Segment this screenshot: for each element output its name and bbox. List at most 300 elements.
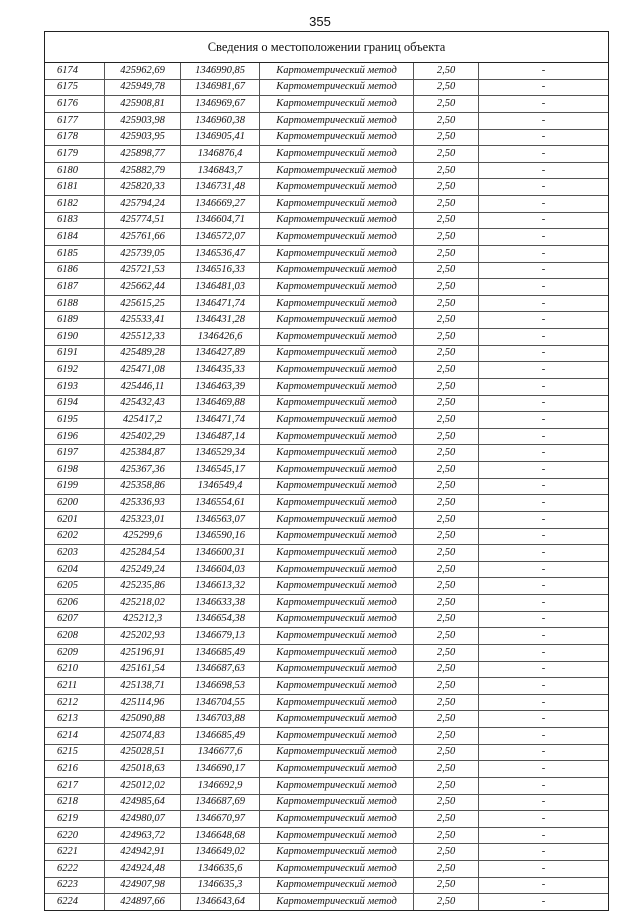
- coordinates-table-body: [45, 63, 608, 910]
- note-cell: -: [479, 179, 609, 196]
- y-coordinate-cell: 1346969,67: [181, 96, 260, 113]
- x-coordinate-cell: 425018,63: [105, 761, 181, 778]
- accuracy-cell: 2,50: [414, 578, 479, 595]
- accuracy-cell: 2,50: [414, 794, 479, 811]
- note-cell: -: [479, 661, 609, 678]
- accuracy-cell: 2,50: [414, 295, 479, 312]
- point-number-cell: 6179: [45, 146, 105, 163]
- accuracy-cell: 2,50: [414, 329, 479, 346]
- point-number-cell: 6202: [45, 528, 105, 545]
- method-cell: Картометрический метод: [260, 644, 414, 661]
- point-number-cell: 6217: [45, 777, 105, 794]
- table-row: [45, 611, 608, 628]
- table-row: [45, 312, 608, 329]
- table-row: [45, 63, 608, 79]
- x-coordinate-cell: 425898,77: [105, 146, 181, 163]
- y-coordinate-cell: 1346670,97: [181, 811, 260, 828]
- coordinates-table: [45, 63, 608, 910]
- point-number-cell: 6183: [45, 212, 105, 229]
- accuracy-cell: 2,50: [414, 229, 479, 246]
- x-coordinate-cell: 425774,51: [105, 212, 181, 229]
- note-cell: -: [479, 112, 609, 129]
- note-cell: -: [479, 644, 609, 661]
- accuracy-cell: 2,50: [414, 628, 479, 645]
- y-coordinate-cell: 1346677,6: [181, 744, 260, 761]
- note-cell: -: [479, 96, 609, 113]
- method-cell: Картометрический метод: [260, 561, 414, 578]
- note-cell: -: [479, 545, 609, 562]
- table-row: [45, 462, 608, 479]
- note-cell: -: [479, 378, 609, 395]
- method-cell: Картометрический метод: [260, 378, 414, 395]
- note-cell: -: [479, 196, 609, 213]
- note-cell: -: [479, 478, 609, 495]
- accuracy-cell: 2,50: [414, 345, 479, 362]
- y-coordinate-cell: 1346643,64: [181, 894, 260, 910]
- method-cell: Картометрический метод: [260, 578, 414, 595]
- method-cell: Картометрический метод: [260, 79, 414, 96]
- accuracy-cell: 2,50: [414, 129, 479, 146]
- accuracy-cell: 2,50: [414, 146, 479, 163]
- note-cell: -: [479, 462, 609, 479]
- method-cell: Картометрический метод: [260, 428, 414, 445]
- table-row: [45, 279, 608, 296]
- y-coordinate-cell: 1346679,13: [181, 628, 260, 645]
- x-coordinate-cell: 425323,01: [105, 511, 181, 528]
- method-cell: Картометрический метод: [260, 777, 414, 794]
- accuracy-cell: 2,50: [414, 362, 479, 379]
- note-cell: -: [479, 362, 609, 379]
- accuracy-cell: 2,50: [414, 378, 479, 395]
- x-coordinate-cell: 424963,72: [105, 827, 181, 844]
- accuracy-cell: 2,50: [414, 811, 479, 828]
- table-row: [45, 212, 608, 229]
- y-coordinate-cell: 1346600,31: [181, 545, 260, 562]
- point-number-cell: 6206: [45, 595, 105, 612]
- point-number-cell: 6186: [45, 262, 105, 279]
- point-number-cell: 6177: [45, 112, 105, 129]
- x-coordinate-cell: 425284,54: [105, 545, 181, 562]
- table-row: [45, 761, 608, 778]
- x-coordinate-cell: 425908,81: [105, 96, 181, 113]
- y-coordinate-cell: 1346649,02: [181, 844, 260, 861]
- y-coordinate-cell: 1346516,33: [181, 262, 260, 279]
- method-cell: Картометрический метод: [260, 478, 414, 495]
- accuracy-cell: 2,50: [414, 63, 479, 79]
- y-coordinate-cell: 1346876,4: [181, 146, 260, 163]
- y-coordinate-cell: 1346704,55: [181, 694, 260, 711]
- table-row: [45, 428, 608, 445]
- table-row: [45, 595, 608, 612]
- y-coordinate-cell: 1346843,7: [181, 162, 260, 179]
- table-row: [45, 511, 608, 528]
- accuracy-cell: 2,50: [414, 495, 479, 512]
- table-row: [45, 794, 608, 811]
- y-coordinate-cell: 1346426,6: [181, 329, 260, 346]
- method-cell: Картометрический метод: [260, 362, 414, 379]
- table-row: [45, 694, 608, 711]
- note-cell: -: [479, 611, 609, 628]
- point-number-cell: 6188: [45, 295, 105, 312]
- y-coordinate-cell: 1346648,68: [181, 827, 260, 844]
- point-number-cell: 6180: [45, 162, 105, 179]
- method-cell: Картометрический метод: [260, 345, 414, 362]
- x-coordinate-cell: 425471,08: [105, 362, 181, 379]
- note-cell: -: [479, 212, 609, 229]
- y-coordinate-cell: 1346731,48: [181, 179, 260, 196]
- method-cell: Картометрический метод: [260, 162, 414, 179]
- accuracy-cell: 2,50: [414, 894, 479, 910]
- method-cell: Картометрический метод: [260, 794, 414, 811]
- method-cell: Картометрический метод: [260, 212, 414, 229]
- y-coordinate-cell: 1346554,61: [181, 495, 260, 512]
- y-coordinate-cell: 1346481,03: [181, 279, 260, 296]
- accuracy-cell: 2,50: [414, 744, 479, 761]
- table-row: [45, 811, 608, 828]
- y-coordinate-cell: 1346698,53: [181, 678, 260, 695]
- y-coordinate-cell: 1346469,88: [181, 395, 260, 412]
- y-coordinate-cell: 1346487,14: [181, 428, 260, 445]
- accuracy-cell: 2,50: [414, 112, 479, 129]
- note-cell: -: [479, 428, 609, 445]
- accuracy-cell: 2,50: [414, 478, 479, 495]
- point-number-cell: 6207: [45, 611, 105, 628]
- method-cell: Картометрический метод: [260, 678, 414, 695]
- note-cell: -: [479, 312, 609, 329]
- y-coordinate-cell: 1346633,38: [181, 595, 260, 612]
- note-cell: -: [479, 162, 609, 179]
- y-coordinate-cell: 1346549,4: [181, 478, 260, 495]
- x-coordinate-cell: 425161,54: [105, 661, 181, 678]
- note-cell: -: [479, 262, 609, 279]
- point-number-cell: 6185: [45, 245, 105, 262]
- method-cell: Картометрический метод: [260, 811, 414, 828]
- accuracy-cell: 2,50: [414, 561, 479, 578]
- x-coordinate-cell: 425114,96: [105, 694, 181, 711]
- note-cell: -: [479, 761, 609, 778]
- x-coordinate-cell: 424980,07: [105, 811, 181, 828]
- table-row: [45, 146, 608, 163]
- x-coordinate-cell: 425218,02: [105, 595, 181, 612]
- accuracy-cell: 2,50: [414, 262, 479, 279]
- method-cell: Картометрический метод: [260, 262, 414, 279]
- table-row: [45, 528, 608, 545]
- y-coordinate-cell: 1346529,34: [181, 445, 260, 462]
- table-row: [45, 728, 608, 745]
- table-row: [45, 861, 608, 878]
- point-number-cell: 6216: [45, 761, 105, 778]
- note-cell: -: [479, 777, 609, 794]
- point-number-cell: 6201: [45, 511, 105, 528]
- method-cell: Картометрический метод: [260, 229, 414, 246]
- accuracy-cell: 2,50: [414, 661, 479, 678]
- point-number-cell: 6212: [45, 694, 105, 711]
- point-number-cell: 6191: [45, 345, 105, 362]
- method-cell: Картометрический метод: [260, 728, 414, 745]
- table-row: [45, 162, 608, 179]
- note-cell: -: [479, 811, 609, 828]
- y-coordinate-cell: 1346635,3: [181, 877, 260, 894]
- y-coordinate-cell: 1346545,17: [181, 462, 260, 479]
- table-row: [45, 112, 608, 129]
- table-row: [45, 179, 608, 196]
- accuracy-cell: 2,50: [414, 445, 479, 462]
- x-coordinate-cell: 425249,24: [105, 561, 181, 578]
- y-coordinate-cell: 1346905,41: [181, 129, 260, 146]
- point-number-cell: 6224: [45, 894, 105, 910]
- table-row: [45, 79, 608, 96]
- note-cell: -: [479, 861, 609, 878]
- method-cell: Картометрический метод: [260, 495, 414, 512]
- x-coordinate-cell: 425739,05: [105, 245, 181, 262]
- y-coordinate-cell: 1346692,9: [181, 777, 260, 794]
- note-cell: -: [541, 896, 546, 908]
- accuracy-cell: 2,50: [414, 761, 479, 778]
- note-cell: -: [479, 844, 609, 861]
- accuracy-cell: 2,50: [414, 279, 479, 296]
- method-cell: Картометрический метод: [260, 694, 414, 711]
- accuracy-cell: 2,50: [414, 861, 479, 878]
- page-number: 355: [309, 14, 331, 29]
- point-number-cell: 6176: [45, 96, 105, 113]
- table-row: [45, 777, 608, 794]
- method-cell: Картометрический метод: [260, 146, 414, 163]
- point-number-cell: 6182: [45, 196, 105, 213]
- point-number-cell: 6203: [45, 545, 105, 562]
- boundary-table-frame: [44, 31, 609, 911]
- y-coordinate-cell: 1346463,39: [181, 378, 260, 395]
- point-number-cell: 6220: [45, 827, 105, 844]
- note-cell: -: [479, 744, 609, 761]
- y-coordinate-cell: 1346685,49: [181, 644, 260, 661]
- x-coordinate-cell: 425794,24: [105, 196, 181, 213]
- x-coordinate-cell: 425235,86: [105, 578, 181, 595]
- table-row: [45, 628, 608, 645]
- table-row: [45, 844, 608, 861]
- x-coordinate-cell: 425721,53: [105, 262, 181, 279]
- table-row: [45, 196, 608, 213]
- y-coordinate-cell: 1346635,6: [181, 861, 260, 878]
- table-row: [45, 245, 608, 262]
- x-coordinate-cell: 425367,36: [105, 462, 181, 479]
- table-row: [45, 129, 608, 146]
- accuracy-cell: 2,50: [414, 678, 479, 695]
- note-cell: -: [479, 229, 609, 246]
- point-number-cell: 6175: [45, 79, 105, 96]
- method-cell: Картометрический метод: [260, 827, 414, 844]
- method-cell: Картометрический метод: [260, 196, 414, 213]
- y-coordinate-cell: 1346604,71: [181, 212, 260, 229]
- y-coordinate-cell: 1346435,33: [181, 362, 260, 379]
- x-coordinate-cell: 425533,41: [105, 312, 181, 329]
- x-coordinate-cell: 425028,51: [105, 744, 181, 761]
- accuracy-cell: 2,50: [414, 511, 479, 528]
- table-row: [45, 711, 608, 728]
- note-cell: -: [479, 295, 609, 312]
- point-number-cell: 6218: [45, 794, 105, 811]
- table-row: [45, 545, 608, 562]
- table-row: [45, 661, 608, 678]
- x-coordinate-cell: 425336,93: [105, 495, 181, 512]
- point-number-cell: 6209: [45, 644, 105, 661]
- method-cell: Картометрический метод: [260, 761, 414, 778]
- accuracy-cell: 2,50: [414, 777, 479, 794]
- x-coordinate-cell: 425949,78: [105, 79, 181, 96]
- x-coordinate-cell: 425903,98: [105, 112, 181, 129]
- method-cell: Картометрический метод: [260, 462, 414, 479]
- note-cell: -: [479, 595, 609, 612]
- x-coordinate-cell: 425882,79: [105, 162, 181, 179]
- x-coordinate-cell: 425384,87: [105, 445, 181, 462]
- point-number-cell: 6222: [45, 861, 105, 878]
- method-cell: Картометрический метод: [260, 395, 414, 412]
- x-coordinate-cell: 425761,66: [105, 229, 181, 246]
- note-cell: -: [479, 728, 609, 745]
- accuracy-cell: 2,50: [414, 644, 479, 661]
- note-cell: -: [479, 877, 609, 894]
- y-coordinate-cell: 1346563,07: [181, 511, 260, 528]
- table-row: [45, 578, 608, 595]
- method-cell: Картометрический метод: [260, 445, 414, 462]
- point-number-cell: 6196: [45, 428, 105, 445]
- method-cell: Картометрический метод: [260, 744, 414, 761]
- x-coordinate-cell: 425432,43: [105, 395, 181, 412]
- y-coordinate-cell: 1346981,67: [181, 79, 260, 96]
- y-coordinate-cell: 1346572,07: [181, 229, 260, 246]
- method-cell: Картометрический метод: [260, 894, 414, 910]
- point-number-cell: 6221: [45, 844, 105, 861]
- note-cell: -: [479, 329, 609, 346]
- method-cell: Картометрический метод: [260, 179, 414, 196]
- y-coordinate-cell: 1346604,03: [181, 561, 260, 578]
- method-cell: Картометрический метод: [260, 844, 414, 861]
- method-cell: Картометрический метод: [260, 611, 414, 628]
- table-row: [45, 345, 608, 362]
- method-cell: Картометрический метод: [260, 661, 414, 678]
- y-coordinate-cell: 1346690,17: [181, 761, 260, 778]
- y-coordinate-cell: 1346685,49: [181, 728, 260, 745]
- accuracy-cell: 2,50: [414, 395, 479, 412]
- point-number-cell: 6194: [45, 395, 105, 412]
- accuracy-cell: 2,50: [414, 428, 479, 445]
- accuracy-cell: 2,50: [414, 96, 479, 113]
- y-coordinate-cell: 1346427,89: [181, 345, 260, 362]
- point-number-cell: 6208: [45, 628, 105, 645]
- note-cell: -: [479, 794, 609, 811]
- y-coordinate-cell: 1346669,27: [181, 196, 260, 213]
- table-row: [45, 412, 608, 429]
- point-number-cell: 6215: [45, 744, 105, 761]
- note-cell: -: [479, 345, 609, 362]
- table-row: [45, 561, 608, 578]
- method-cell: Картометрический метод: [260, 877, 414, 894]
- table-row: [45, 262, 608, 279]
- x-coordinate-cell: 425962,69: [105, 63, 181, 79]
- table-row: [45, 744, 608, 761]
- x-coordinate-cell: 425662,44: [105, 279, 181, 296]
- x-coordinate-cell: 425489,28: [105, 345, 181, 362]
- note-cell: -: [479, 245, 609, 262]
- table-row: [45, 827, 608, 844]
- x-coordinate-cell: 425358,86: [105, 478, 181, 495]
- method-cell: Картометрический метод: [260, 312, 414, 329]
- point-number-cell: 6204: [45, 561, 105, 578]
- accuracy-cell: 2,50: [414, 412, 479, 429]
- point-number-cell: 6189: [45, 312, 105, 329]
- y-coordinate-cell: 1346687,69: [181, 794, 260, 811]
- x-coordinate-cell: 425202,93: [105, 628, 181, 645]
- method-cell: Картометрический метод: [260, 861, 414, 878]
- accuracy-cell: 2,50: [414, 179, 479, 196]
- point-number-cell: 6198: [45, 462, 105, 479]
- method-cell: Картометрический метод: [260, 245, 414, 262]
- x-coordinate-cell: 425138,71: [105, 678, 181, 695]
- x-coordinate-cell: 425417,2: [105, 412, 181, 429]
- accuracy-cell: 2,50: [414, 728, 479, 745]
- note-cell: -: [479, 412, 609, 429]
- point-number-cell: 6210: [45, 661, 105, 678]
- table-row: [45, 495, 608, 512]
- accuracy-cell: 2,50: [414, 595, 479, 612]
- table-row: [45, 96, 608, 113]
- table-row: [45, 644, 608, 661]
- y-coordinate-cell: 1346960,38: [181, 112, 260, 129]
- point-number-cell: 6213: [45, 711, 105, 728]
- y-coordinate-cell: 1346471,74: [181, 412, 260, 429]
- method-cell: Картометрический метод: [260, 545, 414, 562]
- point-number-cell: 6214: [45, 728, 105, 745]
- table-row: [45, 378, 608, 395]
- accuracy-cell: 2,50: [414, 196, 479, 213]
- y-coordinate-cell: 1346703,88: [181, 711, 260, 728]
- note-cell: -: [479, 495, 609, 512]
- x-coordinate-cell: 425820,33: [105, 179, 181, 196]
- method-cell: Картометрический метод: [260, 628, 414, 645]
- accuracy-cell: 2,50: [414, 212, 479, 229]
- accuracy-cell: 2,50: [414, 877, 479, 894]
- point-number-cell: 6223: [45, 877, 105, 894]
- table-row: [45, 295, 608, 312]
- table-row: [45, 877, 608, 894]
- point-number-cell: 6193: [45, 378, 105, 395]
- point-number-cell: 6197: [45, 445, 105, 462]
- x-coordinate-cell: 425012,02: [105, 777, 181, 794]
- table-row: [45, 478, 608, 495]
- note-cell: -: [479, 511, 609, 528]
- accuracy-cell: 2,50: [414, 827, 479, 844]
- x-coordinate-cell: 425615,25: [105, 295, 181, 312]
- table-title: Сведения о местоположении границ объекта: [45, 32, 608, 63]
- y-coordinate-cell: 1346431,28: [181, 312, 260, 329]
- table-row: [45, 894, 608, 910]
- x-coordinate-cell: 424985,64: [105, 794, 181, 811]
- point-number-cell: 6190: [45, 329, 105, 346]
- table-row: [45, 229, 608, 246]
- y-coordinate-cell: 1346613,32: [181, 578, 260, 595]
- x-coordinate-cell: 424924,48: [105, 861, 181, 878]
- x-coordinate-cell: 425402,29: [105, 428, 181, 445]
- note-cell: -: [479, 678, 609, 695]
- point-number-cell: 6174: [45, 63, 105, 79]
- y-coordinate-cell: 1346536,47: [181, 245, 260, 262]
- x-coordinate-cell: 425074,83: [105, 728, 181, 745]
- x-coordinate-cell: 425212,3: [105, 611, 181, 628]
- point-number-cell: 6178: [45, 129, 105, 146]
- x-coordinate-cell: 424907,98: [105, 877, 181, 894]
- x-coordinate-cell: 424897,66: [105, 894, 181, 910]
- point-number-cell: 6187: [45, 279, 105, 296]
- point-number-cell: 6219: [45, 811, 105, 828]
